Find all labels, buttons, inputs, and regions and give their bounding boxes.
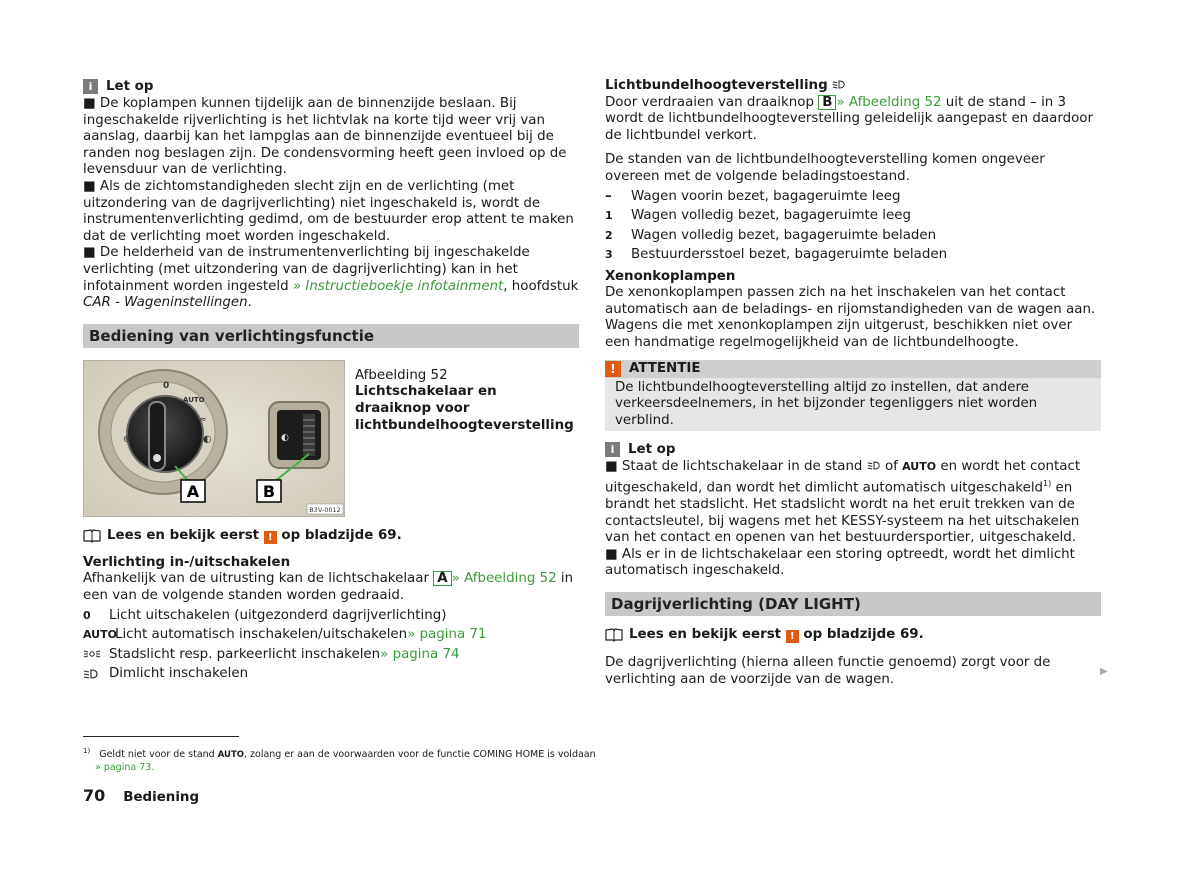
note-title: Let op	[106, 78, 154, 94]
auto-symbol: AUTO	[217, 750, 244, 761]
paragraph-draaiknop	[605, 95, 1101, 145]
note-paragraph-2: ■ Als de zichtomstandigheden slecht zijn en de verlichting (met uitzondering van de dagrijverlichting) niet ingeschakeld is, wordt de instrumentenverlichting gedimd, om de bestuurder erop attent te maken dat de verlichting moet worden ingeschakeld.	[83, 178, 574, 244]
read-first-a: Lees en bekijk eerst	[629, 626, 786, 642]
note-italic: CAR - Wageninstellingen	[83, 295, 248, 311]
list-item	[83, 664, 579, 684]
right-column	[605, 78, 1101, 688]
link-afbeelding-52[interactable]: » Afbeelding 52	[836, 94, 942, 110]
figure-light-switch	[83, 360, 345, 517]
list-item	[83, 625, 579, 645]
next-page-arrow-icon: ▶	[1100, 666, 1108, 677]
svg-text:◐: ◐	[203, 433, 212, 445]
intro-text: in een van de volgende standen worden gedraaid.	[83, 571, 574, 603]
load-positions-list	[605, 187, 1101, 265]
note-title: Let op	[628, 441, 676, 457]
low-beam-icon	[867, 460, 881, 471]
attention-title: ATTENTIE	[629, 361, 701, 377]
heading-xenon: Xenonkoplampen	[605, 268, 736, 284]
read-first-b: op bladzijde 69.	[798, 626, 924, 642]
figure-caption-text: Lichtschakelaar en draaiknop voor lichtbundelhoogteverstelling	[355, 384, 574, 433]
list-symbol: 3	[605, 248, 613, 262]
link-pagina-74[interactable]: » pagina 74	[380, 646, 460, 662]
book-icon	[83, 529, 101, 543]
list-symbol-auto: AUTO	[83, 628, 117, 642]
note-text: ■ De helderheid van de instrumentenverlichting bij ingeschakelde verlichting (met uitzondering van de dagrijverlichting) kan in het infotainment worden ingesteld	[83, 245, 530, 294]
svg-text:0: 0	[163, 380, 170, 391]
intro-paragraph	[83, 571, 579, 604]
warning-icon: !	[264, 531, 277, 544]
left-column	[83, 78, 579, 684]
parking-light-icon	[83, 649, 109, 659]
read-first-a: Lees en bekijk eerst	[107, 527, 264, 543]
list-text: Bestuurdersstoel bezet, bagageruimte beladen	[631, 247, 948, 263]
list-item	[605, 226, 1101, 246]
link-pagina-71[interactable]: » pagina 71	[407, 627, 487, 643]
label-a: A	[186, 481, 200, 501]
read-first-text	[107, 528, 402, 544]
headlight-range-icon	[832, 79, 846, 90]
warning-icon: !	[786, 630, 799, 643]
figure-caption	[355, 360, 575, 517]
info-icon: i	[605, 442, 620, 457]
note-paragraph-2: ■ Als er in de lichtschakelaar een storing optreedt, wordt het dimlicht automatisch ingeschakeld.	[605, 546, 1075, 579]
footer-section: Bediening	[123, 790, 200, 805]
note-text: en brandt het stadslicht. Het stadslicht wordt na het eruit trekken van de contactsleutel, bij wagens met het KESSY-systeem na het uitschakelen van het contact en openen van het bestuurdersportier, uitgeschakeld.	[605, 480, 1080, 546]
list-text: Wagen volledig bezet, bagageruimte leeg	[631, 208, 911, 224]
ref-box-b: B	[818, 95, 836, 110]
auto-marking: AUTO	[183, 395, 205, 404]
list-text: Licht automatisch inschakelen/uitschakelen	[115, 627, 408, 643]
info-icon: i	[83, 79, 98, 94]
attention-box	[605, 360, 1101, 432]
ref-box-a: A	[433, 571, 451, 586]
figure-code: B3V-0012	[309, 505, 341, 514]
note-paragraph-3	[83, 245, 579, 311]
footnote-divider	[83, 736, 239, 737]
note-text: , hoofdstuk	[503, 278, 579, 294]
list-item	[605, 187, 1101, 207]
footnote-text: Geldt niet voor de stand	[99, 749, 218, 761]
warning-icon: !	[605, 361, 621, 377]
heading-lichtbundel-text: Lichtbundelhoogteverstelling	[605, 78, 828, 93]
p1-text: uit de stand – in 3 wordt de lichtbundelhoogteverstelling geleidelijk aangepast en daardoor de lichtbundel verkort.	[605, 94, 1093, 143]
low-beam-icon	[83, 668, 109, 680]
list-item	[605, 206, 1101, 226]
note-text: en wordt het contact uitgeschakeld, dan wordt het dimlicht automatisch uitgeschakeld	[605, 459, 1081, 496]
list-symbol: –	[605, 188, 612, 204]
paragraph-dagrijverlichting: De dagrijverlichting (hierna alleen functie genoemd) zorgt voor de verlichting aan de voorzijde van de wagen.	[605, 654, 1051, 687]
section-title-bediening: Bediening van verlichtingsfunctie	[83, 324, 579, 348]
note-header	[83, 78, 579, 94]
svg-text:⊕: ⊕	[123, 433, 132, 445]
link-pagina-73[interactable]: » pagina 73.	[95, 761, 155, 773]
note-paragraph-1	[605, 459, 1101, 546]
paragraph-standen: De standen van de lichtbundelhoogteverstelling komen ongeveer overeen met de volgende beladingstoestand.	[605, 152, 1045, 184]
page-footer	[83, 786, 199, 805]
read-first-b: op bladzijde 69.	[276, 527, 402, 543]
read-first-line	[605, 626, 1101, 644]
paragraph-xenon: De xenonkoplampen passen zich na het inschakelen van het contact automatisch aan de beladings- en rijomstandigheden van de wagen aan. Wagens die met xenonkoplampen zijn uitgerust, beschikken niet over een handmatige regelmogelijkheid van de lichtbundelhoogte.	[605, 285, 1096, 350]
list-symbol: 1	[605, 209, 613, 223]
figure-number: Afbeelding 52	[355, 367, 448, 383]
note-paragraph-1: ■ De koplampen kunnen tijdelijk aan de binnenzijde beslaan. Bij ingeschakelde rijverlichting is het lichtvlak na korte tijd weer vrij van aanslag, daarbij kan het lampglas aan de binnenzijde eventueel bij de randen nog beslagen zijn. De condensvorming heeft geen invloed op de levensduur van de verlichting.	[83, 96, 567, 178]
link-afbeelding-52[interactable]: » Afbeelding 52	[451, 571, 557, 587]
page-number: 70	[83, 786, 106, 805]
figure-illustration	[83, 360, 345, 517]
book-icon	[605, 628, 623, 642]
svg-text:≈: ≈	[199, 414, 207, 425]
list-symbol: 0	[83, 608, 91, 622]
link-instructieboekje[interactable]: » Instructieboekje infotainment	[292, 278, 504, 294]
intro-text: Afhankelijk van de uitrusting kan de lichtschakelaar	[83, 571, 434, 587]
footnote-text: , zolang er aan de voorwaarden voor de functie COMING HOME is voldaan	[243, 749, 596, 761]
footnote-mark: 1)	[1043, 478, 1052, 488]
svg-text:⊕: ⊕	[133, 409, 142, 421]
list-text: Wagen voorin bezet, bagageruimte leeg	[631, 188, 901, 204]
attention-text: De lichtbundelhoogteverstelling altijd zo instellen, dat andere verkeersdeelnemers, in het bijzonder tegenliggers niet worden verblind.	[615, 379, 1038, 428]
attention-header	[605, 360, 1101, 378]
note-text: of	[880, 459, 903, 475]
list-symbol: 2	[605, 228, 613, 242]
list-item	[83, 606, 579, 626]
list-text: Wagen volledig bezet, bagageruimte beladen	[631, 227, 937, 243]
note-text: .	[247, 295, 252, 311]
list-text: Licht uitschakelen (uitgezonderd dagrijverlichting)	[109, 607, 447, 623]
figure-block	[83, 360, 579, 517]
read-first-text	[629, 627, 924, 643]
footnote	[83, 745, 643, 774]
note-header	[605, 441, 1101, 457]
p1-text: Door verdraaien van draaiknop	[605, 94, 819, 110]
note-text: ■ Staat de lichtschakelaar in de stand	[605, 459, 867, 475]
switch-positions-list	[83, 606, 579, 684]
label-b: B	[262, 481, 276, 501]
list-item	[605, 245, 1101, 265]
list-text: Stadslicht resp. parkeerlicht inschakelen	[109, 646, 381, 662]
list-item	[83, 645, 579, 665]
section-title-dagrijverlichting: Dagrijverlichting (DAY LIGHT)	[605, 592, 1101, 616]
read-first-line	[83, 527, 579, 545]
heading-lichtbundel	[605, 78, 1101, 95]
svg-text:◐: ◐	[281, 432, 289, 443]
footnote-mark: 1)	[83, 747, 91, 755]
sub-heading-verlichting: Verlichting in-/uitschakelen	[83, 554, 291, 570]
auto-symbol: AUTO	[902, 460, 937, 474]
list-text: Dimlicht inschakelen	[109, 666, 249, 682]
